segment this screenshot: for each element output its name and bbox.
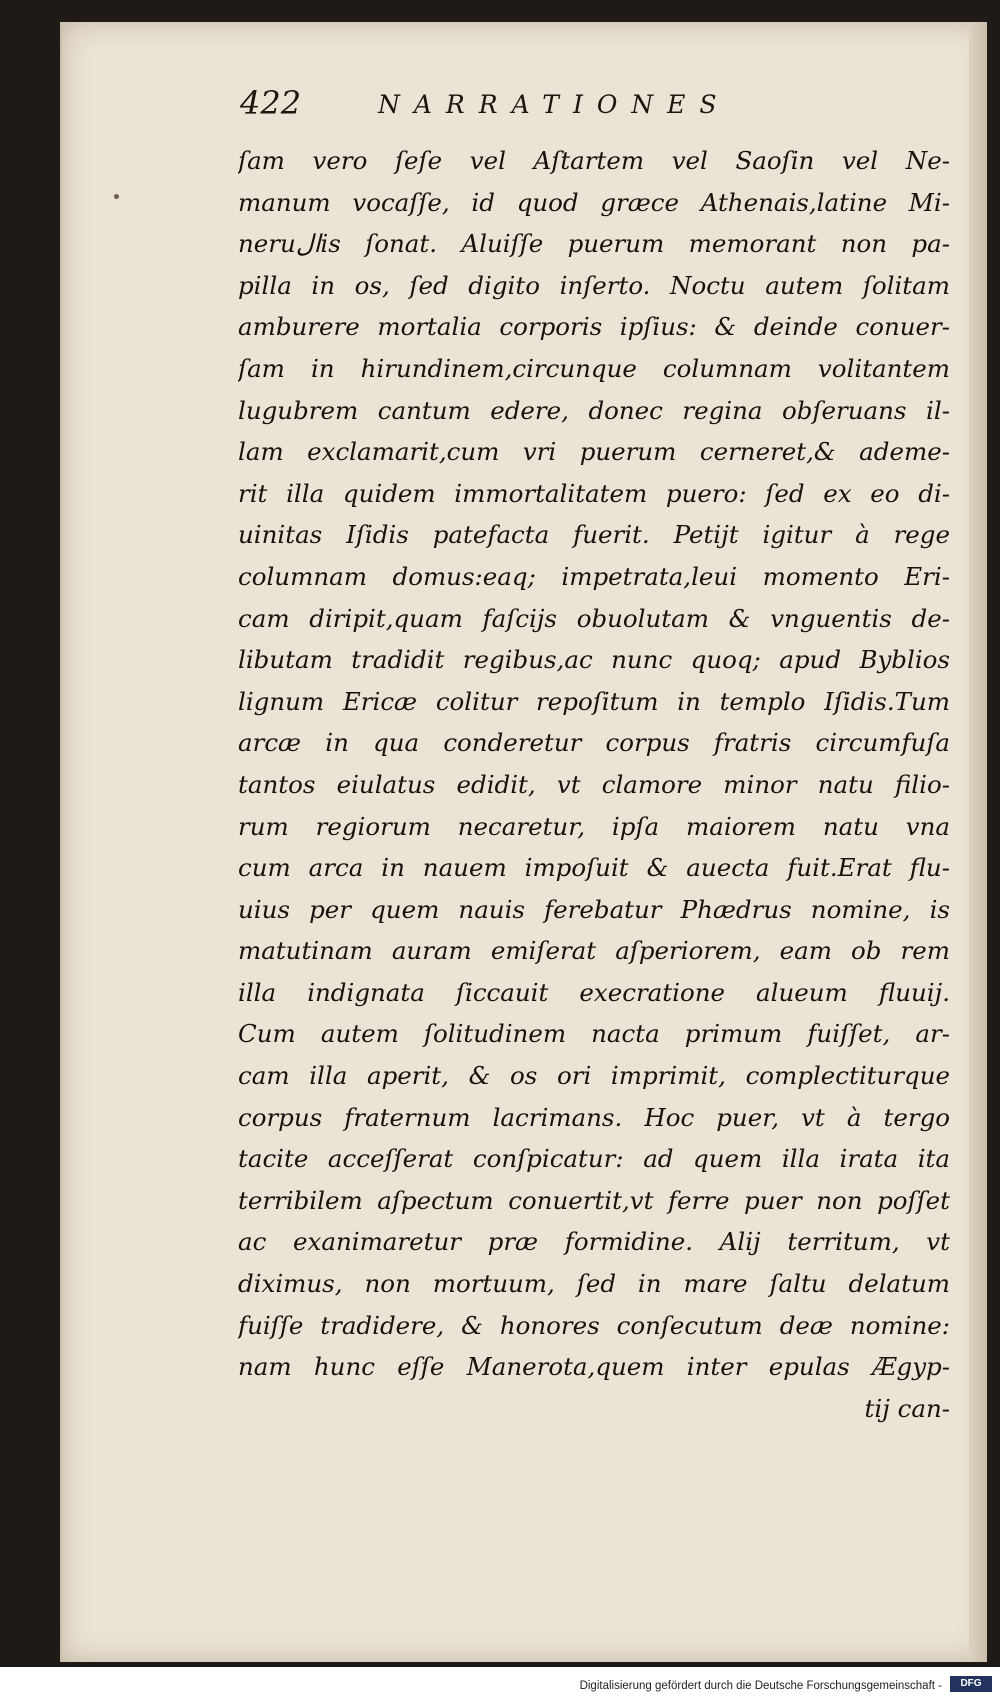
text-line: rit illa quidem immortalitatem puero: ſed ex eo di- <box>238 478 950 508</box>
running-title: NARRATIONES <box>378 90 731 119</box>
text-line: tacite acceſſerat conſpicatur: ad quem illa irata ita <box>238 1144 950 1174</box>
text-line: lignum Ericæ colitur repoſitum in templo Iſidis.Tum <box>238 686 950 716</box>
text-line: rum regiorum necaretur, ipſa maiorem natu vna <box>238 811 950 841</box>
text-line: cum arca in nauem impoſuit & auecta fuit.Erat flu- <box>238 853 950 883</box>
text-line: ſam vero ſeſe vel Aſtartem vel Saoſin vel Ne- <box>238 146 950 175</box>
text-line: uinitas Iſidis patefacta fuerit. Petijt igitur à rege <box>238 520 950 550</box>
text-line: columnam domus:eaq; impetrata,leui momento Eri- <box>238 561 950 591</box>
page-number: 422 <box>240 84 302 122</box>
text-line: Cum autem ſolitudinem nacta primum fuiſſet, ar- <box>238 1019 950 1049</box>
text-line: manum vocaſſe, id quod græce Athenais,latine Mi- <box>238 187 950 217</box>
text-line: matutinam auram emiſerat aſperiorem, eam ob rem <box>238 936 950 966</box>
text-line: terribilem aſpectum conuertit,vt ferre puer non poſſet <box>238 1185 950 1215</box>
body-text <box>238 140 950 1429</box>
text-line: diximus, non mortuum, ſed in mare ſaltu delatum <box>238 1269 950 1299</box>
text-line: ſam in hirundinem,circunque columnam volitantem <box>238 353 950 383</box>
text-line: tantos eiulatus edidit, vt clamore minor natu filio- <box>238 769 950 799</box>
text-line: lam exclamarit,cum vri puerum cerneret,& ademe- <box>238 437 950 467</box>
page-edge <box>969 22 987 1662</box>
text-line: corpus fraternum lacrimans. Hoc puer, vt à tergo <box>238 1102 950 1132</box>
text-line: fuiſſe tradidere, & honores conſecutum deæ nomine: <box>238 1310 950 1340</box>
text-line: ac exanimaretur præ formidine. Alij territum, vt <box>238 1227 950 1257</box>
digitization-footer <box>0 1667 1000 1697</box>
dfg-logo: DFG <box>950 1676 992 1692</box>
ink-spot <box>114 194 119 199</box>
book-page <box>60 22 987 1662</box>
page-header <box>240 82 800 134</box>
text-line: lugubrem cantum edere, donec regina obſeruans il- <box>238 395 950 425</box>
text-line: amburere mortalia corporis ipſius: & deinde conuer- <box>238 312 950 342</box>
funding-credit: Digitalisierung gefördert durch die Deutsche Forschungsgemeinschaft - <box>579 1680 942 1692</box>
catchword-line: tij can- <box>864 1393 950 1423</box>
text-line: neruالis ſonat. Aluiſſe puerum memorant non pa- <box>238 229 950 259</box>
text-line: nam hunc eſſe Manerota,quem inter epulas Ægyp- <box>238 1352 950 1382</box>
text-line: illa indignata ſiccauit execratione alueum fluuij. <box>238 977 950 1007</box>
text-line: uius per quem nauis ferebatur Phædrus nomine, is <box>238 894 950 924</box>
text-line: arcæ in qua conderetur corpus fratris circumfuſa <box>238 728 950 758</box>
text-line: pilla in os, ſed digito inſerto. Noctu autem ſolitam <box>238 270 950 300</box>
text-line: libutam tradidit regibus,ac nunc quoq; apud Byblios <box>238 645 950 675</box>
text-line: cam diripit,quam faſcijs obuolutam & vnguentis de- <box>238 603 950 633</box>
text-line: cam illa aperit, & os ori imprimit, complectiturque <box>238 1061 950 1091</box>
